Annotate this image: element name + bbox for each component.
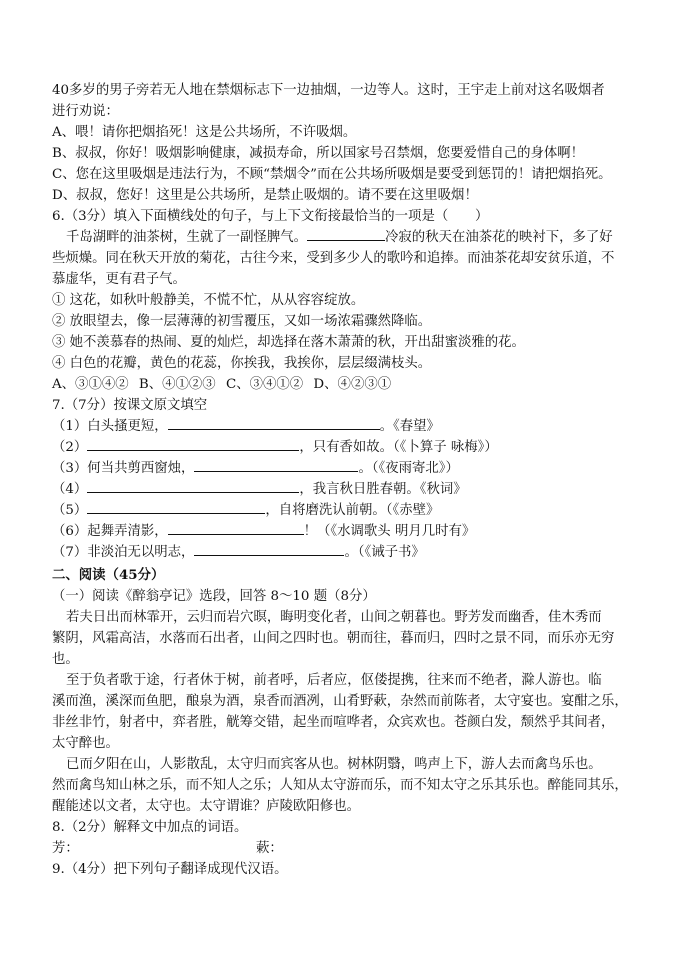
q6-passage-line3: 慕虚华，更有君子气。 [52,272,186,287]
q8-word-su: 蔌： [256,841,283,856]
q7-item-3-source: 。（《夜雨寄北》） [358,461,459,476]
q7-item-5-prompt: （5） [52,503,88,518]
q7-item-4-source: ，我言秋日胜春朝。《秋词》 [299,482,467,497]
q7-item-7-blank[interactable] [194,542,344,556]
q7-item-3-blank[interactable] [194,458,358,472]
q7-item-4-blank[interactable] [87,479,299,493]
q6-sentence-2: ② 放眼望去，像一层薄薄的初雪覆压，又如一场浓霜骤然降临。 [52,314,432,329]
q6-choice-a[interactable]: A、③①④② [52,377,129,392]
q5-option-d: D、叔叔，您好！这里是公共场所，是禁止吸烟的。请不要在这里吸烟！ [52,188,478,203]
q7-item-6-prompt: （6）起舞弄清影， [52,524,168,539]
q6-choices [52,374,397,395]
q6-sentence-1: ① 这花，如秋叶般静美，不慌不忙，从从容容绽放。 [52,293,365,308]
q9-title: 9.（4分）把下列句子翻译成现代汉语。 [52,862,288,877]
q5-option-a: A、喂！请你把烟掐死！这是公共场所，不许吸烟。 [52,125,357,140]
q7-item-1-blank[interactable] [168,416,380,430]
section2-subheading: （一）阅读《醉翁亭记》选段，回答 8～10 题（8分） [52,589,376,604]
q7-item-4 [52,479,467,500]
q6-choice-c[interactable]: C、③④①② [225,377,304,392]
q6-choice-b[interactable]: B、④①②③ [138,377,216,392]
passage-p3-line2: 然而禽鸟知山林之乐，而不知人之乐；人知从太守游而乐，而不知太守之乐其乐也。醉能同其乐， [52,778,628,793]
q8-word-fang: 芳： [52,841,79,856]
q7-item-1-prompt: （1）白头搔更短， [52,419,168,434]
q7-item-6 [52,521,475,542]
passage-p2-line3: 非丝非竹，射者中，弈者胜，觥筹交错，起坐而喧哗者，众宾欢也。苍颜白发，颓然乎其间者， [52,715,615,730]
q7-item-5-blank[interactable] [87,500,265,514]
q7-item-7-source: 。（《诫子书》 [344,545,425,560]
q6-passage-part1: 千岛湖畔的油茶树，生就了一副怪脾气。 [66,230,308,245]
q6-answer-blank[interactable] [307,227,385,241]
q8-title: 8.（2分）解释文中加点的词语。 [52,820,248,835]
passage-p1-line3: 也。 [52,652,79,667]
q7-item-2-blank[interactable] [87,437,299,451]
q7-item-6-source: ！（《水调歌头 明月几时有》 [303,524,476,539]
q7-item-3 [52,458,459,479]
q6-sentence-4: ④ 白色的花瓣，黄色的花蕊，你挨我，我挨你，层层缀满枝头。 [52,356,432,371]
section2-heading: 二、阅读（45分） [52,567,165,583]
passage-p3-line1: 已而夕阳在山，人影散乱，太守归而宾客从也。树林阴翳，鸣声上下，游人去而禽鸟乐也。 [66,757,602,772]
q5-option-c: C、您在这里吸烟是违法行为，不顾“禁烟令”而在公共场所吸烟是要受到惩罚的！请把烟掐死。 [52,167,612,182]
q7-title: 7.（7分）按课文原文填空 [52,398,208,413]
q7-item-3-prompt: （3）何当共剪西窗烛， [52,461,195,476]
q6-sentence-3: ③ 她不羡慕春的热闹、夏的灿烂，却选择在落木萧萧的秋，开出甜蜜淡雅的花。 [52,335,525,350]
q7-item-1-source: 。《春望》 [379,419,440,434]
q7-item-1 [52,416,440,437]
q6-choice-d[interactable]: D、④②③① [313,377,392,392]
passage-p1-line1: 若夫日出而林霏开，云归而岩穴暝，晦明变化者，山间之朝暮也。野芳发而幽香，佳木秀而 [66,610,602,625]
passage-p2-line1: 至于负者歌于途，行者休于树，前者呼，后者应，伛偻提携，往来而不绝者，滁人游也。临 [66,673,602,688]
q7-item-2-source: ，只有香如故。（《卜算子 咏梅》） [299,440,498,455]
q7-item-5-source: ，自将磨洗认前朝。（《赤壁》 [265,503,440,518]
q5-stem-line1: 40多岁的男子旁若无人地在禁烟标志下一边抽烟，一边等人。这时，王宇走上前对这名吸烟者 [52,83,605,98]
passage-p2-line2: 溪而渔，溪深而鱼肥，酿泉为酒，泉香而酒冽，山肴野蔌，杂然而前陈者，太守宴也。宴酣之乐， [52,694,628,709]
q6-passage-line2: 些烦燥。同在秋天开放的菊花，古往今来，受到多少人的歌吟和追捧。而油茶花却安贫乐道，不 [52,251,615,266]
q7-item-2 [52,437,498,458]
q7-item-4-prompt: （4） [52,482,88,497]
q5-stem-line2: 进行劝说： [52,104,119,119]
q6-title: 6.（3分）填入下面横线处的句子，与上下文衔接最恰当的一项是（ ） [52,209,489,224]
q7-item-5 [52,500,439,521]
q5-option-b: B、叔叔，你好！吸烟影响健康，减损寿命，所以国家号召禁烟，您要爱惜自己的身体啊！ [52,146,585,161]
passage-p3-line3: 醒能述以文者，太守也。太守谓谁？庐陵欧阳修也。 [52,799,360,814]
q7-item-2-prompt: （2） [52,440,88,455]
q7-item-7-prompt: （7）非淡泊无以明志， [52,545,195,560]
q6-passage-line1 [66,227,613,248]
passage-p1-line2: 繁阴，风霜高洁，水落而石出者，山间之四时也。朝而往，暮而归，四时之景不同，而乐亦无穷 [52,631,615,646]
q6-passage-part2: 冷寂的秋天在油茶花的映衬下，多了好 [385,230,613,245]
passage-p2-line4: 太守醉也。 [52,736,119,751]
q7-item-7 [52,542,425,563]
q7-item-6-blank[interactable] [168,521,304,535]
